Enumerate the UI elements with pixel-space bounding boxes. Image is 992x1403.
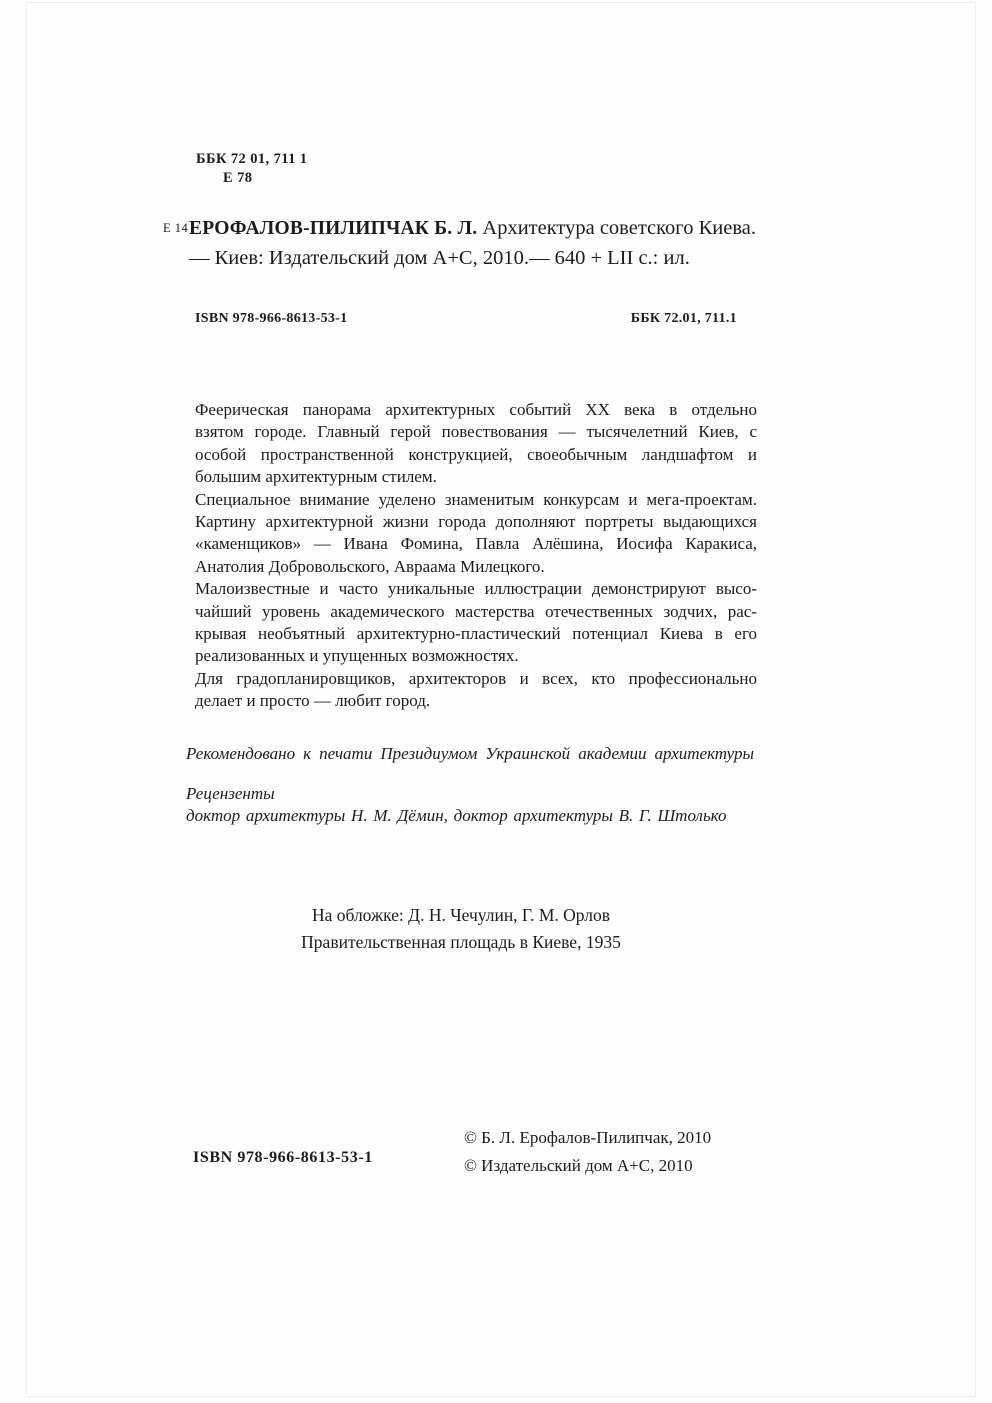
text-line: реализованных и упущенных возможностях.: [195, 646, 519, 666]
cover-note-artists: На обложке: Д. Н. Чечулин, Г. М. Орлов: [311, 905, 611, 925]
catalog-entry-text: [189, 214, 803, 273]
text-line: взятом городе. Главный герой повествования — тысячелетний Киев, с: [195, 422, 757, 442]
entry-code: Е 14: [163, 221, 189, 235]
text-line: Анатолия Добровольского, Авраама Милецкого.: [195, 556, 545, 576]
text-line: чайший уровень академического мастерства отечественных зодчих, рас-: [195, 601, 757, 621]
text-line: «каменщиков» — Ивана Фомина, Павла Алёшина, Иосифа Каракиса,: [195, 534, 757, 554]
recommendation-line: Рекомендовано к печати Президиумом Украинской академии архитектуры: [186, 744, 754, 763]
copyright-block: [464, 1124, 711, 1179]
reviewers-label: Рецензенты: [186, 784, 275, 803]
copyright-author: © Б. Л. Ерофалов-Пилипчак, 2010: [464, 1128, 712, 1147]
entry-imprint: — Киев: Издательский дом А+С, 2010.— 640 + LII с.: ил.: [189, 246, 690, 269]
text-line: делает и просто — любит город.: [195, 691, 431, 711]
bbk-right: ББК 72.01, 711.1: [630, 311, 737, 326]
cover-note-artwork: Правительственная площадь в Киеве, 1935: [301, 932, 621, 952]
isbn-bottom: ISBN 978-966-8613-53-1: [193, 1149, 373, 1166]
text-line: особой пространственной конструкцией, своеобычным ландшафтом и: [195, 444, 757, 464]
text-line: Специальное внимание уделено знаменитым конкурсам и мега-проектам.: [195, 489, 757, 509]
annotation-block: [195, 399, 757, 713]
catalog-entry: [163, 214, 803, 273]
annotation-paragraph-2: [195, 489, 757, 579]
isbn-top: ISBN 978-966-8613-53-1: [195, 311, 348, 326]
text-line: Малоизвестные и часто уникальные иллюстрации демонстрируют высо-: [195, 579, 757, 599]
text-line: Феерическая панорама архитектурных событий XX века в отдельно: [195, 400, 757, 419]
entry-author: ЕРОФАЛОВ-ПИЛИПЧАК Б. Л.: [189, 218, 478, 239]
text-line: крывая необъятный архитектурно-пластический потенциал Киева в его: [195, 624, 757, 644]
text-line: Картину архитектурной жизни города дополняют портреты выдающихся: [195, 512, 757, 532]
author-sign-code: Е 78: [223, 170, 253, 186]
cover-note: [96, 902, 826, 956]
reviewers-names: доктор архитектуры Н. М. Дёмин, доктор архитектуры В. Г. Штолько: [186, 806, 727, 825]
entry-title: Архитектура советского Киева.: [477, 217, 756, 239]
bbk-classification-block: [196, 150, 307, 188]
copyright-publisher: © Издательский дом А+С, 2010: [464, 1155, 693, 1175]
annotation-paragraph-1: [195, 399, 757, 489]
text-line: Для градопланировщиков, архитекторов и всех, кто профессионально: [195, 668, 757, 688]
annotation-paragraph-3: [195, 578, 757, 668]
annotation-paragraph-4: [195, 668, 757, 713]
text-line: большим архитектурным стилем.: [195, 467, 437, 487]
bbk-code-line: ББК 72 01, 711 1: [196, 151, 308, 167]
isbn-bbk-row: [195, 311, 737, 327]
